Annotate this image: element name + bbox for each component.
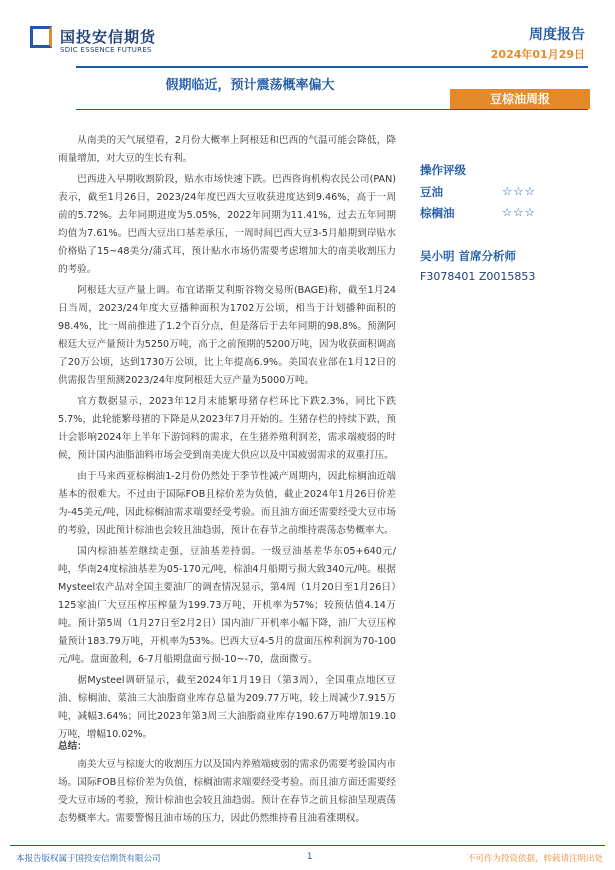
report-tag: 豆棕油周报: [450, 89, 590, 109]
paragraph: 阿根廷大豆产量上调。布宜诺斯艾利斯谷物交易所(BAGE)称，截至1月24日当周，2023/24年度大豆播种面积为1702万公顷，相当于计划播种面积的98.4%，比一周前推进了1.2个百分点，但是落后于去年同期的98.8%。预测阿根廷大豆产量预计为5250万吨，高于之前预期的5200万吨，因为收获面积调高了20万公顷，达到1730万公顷，比上年提高6.9%。美国农业部在1月12日的供需报告里预测2023/24年度阿根廷大豆产量为5000万吨。: [58, 285, 396, 386]
company-logo: [30, 26, 230, 60]
report-body: [58, 132, 396, 747]
report-type: 周度报告: [529, 27, 585, 43]
paragraph: 据Mysteel调研显示，截至2024年1月19日（第3周），全国重点地区豆油、棕榈油、菜油三大油脂商业库存总量为209.77万吨，较上周减少7.915万吨，减幅3.64%；同比2023年第3周三大油脂商业库存190.67万吨增加19.10万吨，增幅10.02%。: [58, 675, 396, 740]
rating-row-soybean-oil: [420, 184, 590, 205]
rating-title: 操作评级: [420, 163, 466, 177]
paragraph: 巴西进入早期收割阶段，贴水市场快速下跌。巴西咨询机构农民公司(PAN)表示，截至1月26日，2023/24年度巴西大豆收获进度达到9.46%，高于一周前的5.72%。去年同期进度为5.05%，2022年同期为11.41%，过去五年同期均值为7.61%。巴西大豆出口基差承压，一周时间巴西大豆3-5月船期到岸贴水价格贴了15~48美分/蒲式耳，预计贴水市场仍需要考虑增加大的南美收割压力的考验。: [58, 174, 396, 275]
company-logo-icon: [30, 26, 52, 48]
rating-stars: ☆☆☆: [502, 205, 536, 219]
footer-divider: [10, 845, 605, 846]
footer-copyright: 本报告版权属于国投安信期货有限公司: [16, 854, 161, 864]
side-panel: [420, 162, 590, 283]
company-name-cn: 国投安信期货: [60, 28, 157, 46]
page-number: 1: [307, 852, 313, 862]
summary-section: [58, 738, 396, 831]
analyst-license-ids: F3078401 Z0015853: [420, 270, 536, 283]
rating-row-palm-oil: [420, 205, 590, 226]
company-name-en: SDIC ESSENCE FUTURES: [60, 46, 152, 54]
rating-stars: ☆☆☆: [502, 184, 536, 198]
header-divider-bottom: [76, 109, 588, 110]
paragraph: 由于马来西亚棕榈油1-2月份仍然处于季节性减产周期内，因此棕榈油近端基本的很难大。不过由于国际FOB且棕价差为负值，截止2024年1月26日价差为-45美元/吨，因此棕榈油需求端要经受考验。而且油方面还需要经受大豆市场的考验，因此预计棕油也会较且油趋弱，预计在春节之前维持震荡态势概率大。: [58, 471, 396, 536]
footer-disclaimer: 不可作为投资依据，转载请注明出处: [466, 854, 603, 864]
paragraph: 国内棕油基差继续走强，豆油基差持弱。一级豆油基差华东05+640元/吨，华南24度棕油基差为05-170元/吨，棕油4月船期亏损大致340元/吨。根据Mysteel农产品对全国主要油厂的调查情况显示，第4周（1月20日至1月26日）125家油厂大豆压榨压榨量为199.73万吨，开机率为57%；较预估值4.14万吨。预计第5周（1月27日至2月2日）国内油厂开机率小幅下降，油厂大豆压榨量预计183.79万吨，开机率为53%。巴西大豆4-5月的盘面压榨利润为70-100元/吨。盘面盈利，6-7月船期盘面亏损-10~-70，盘面微亏。: [58, 546, 396, 665]
analyst-name: 吴小明 首席分析师: [420, 249, 517, 263]
summary-title: 总结：: [58, 741, 87, 752]
rating-name: 棕榈油: [420, 206, 455, 220]
report-date: 2024年01月29日: [490, 48, 585, 61]
report-headline: 假期临近，预计震荡概率偏大: [165, 78, 335, 93]
paragraph: 官方数据显示，2023年12月末能繁母猪存栏环比下跌2.3%，同比下跌5.7%，此轮能繁母猪的下降是从2023年7月开始的。生猪存栏的持续下跌，预计会影响2024年上半年下游饲料的需求，在生猪养殖利润差，需求端疲弱的时候，预计国内油脂油料市场会受到南美庞大供应以及中国疲弱需求的双重打压。: [58, 396, 396, 461]
summary-text: 南美大豆与棕庞大的收割压力以及国内养殖端疲弱的需求仍需要考验国内市场。国际FOB且棕价差为负值，棕榈油需求端要经受考验。而且油方面还需要经受大豆市场的考验，预计棕油也会较且油趋弱。预计在春节之前且棕油呈现震荡态势概率大。需要警惕且油市场的压力，因此仍然维持看且油看涨期权。: [58, 759, 396, 824]
paragraph: 从南美的天气展望看，2月份大概率上阿根廷和巴西的气温可能会降低，降雨量增加，对大豆的生长有利。: [58, 135, 396, 164]
rating-name: 豆油: [420, 185, 443, 199]
header-divider-top: [76, 66, 588, 68]
